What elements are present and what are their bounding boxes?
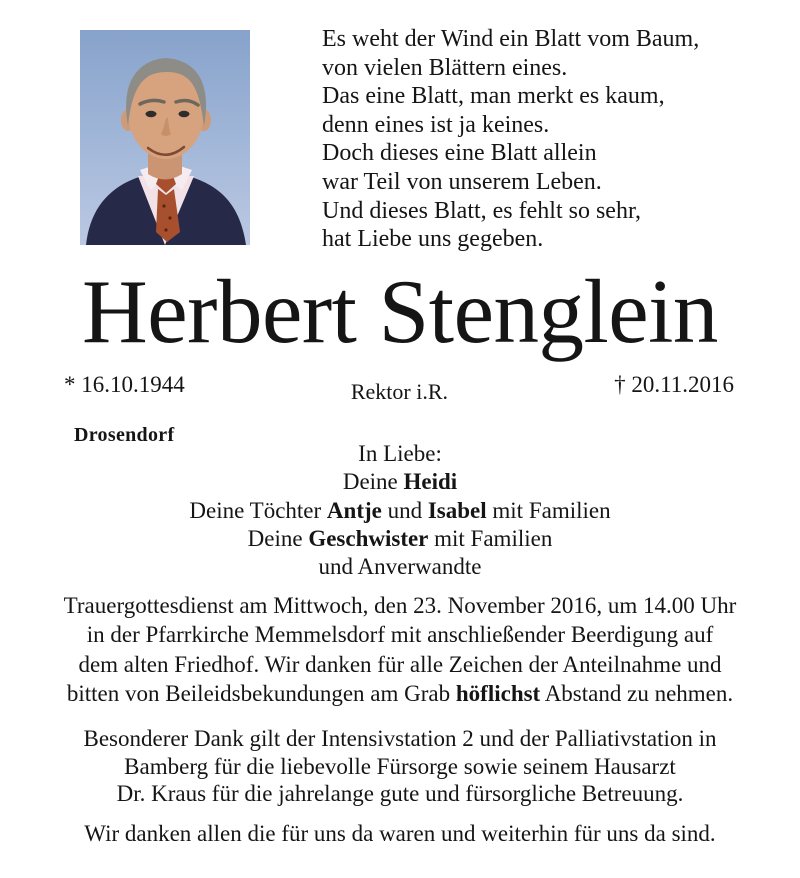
thanks-line: Dr. Kraus für die jahrelange gute und fürsorgliche Betreuung. [116, 781, 684, 806]
family-line-wife: Deine Heidi [342, 469, 458, 495]
service-line: in der Pfarrkirche Memmelsdorf mit anschließender Beerdigung auf [86, 622, 714, 648]
dates-row [64, 372, 734, 404]
poem-line: denn eines ist ja keines. [322, 111, 550, 138]
birth-date: * 16.10.1944 [64, 372, 185, 397]
portrait-photo-illustration [80, 30, 250, 245]
poem-line: war Teil von unserem Leben. [322, 168, 602, 195]
deceased-title: Rektor i.R. [350, 379, 448, 404]
poem-line: hat Liebe uns gegeben. [322, 226, 544, 253]
thanks-line: Besonderer Dank gilt der Intensivstation 2 und der Palliativstation in [83, 726, 717, 751]
thanks-paragraph [0, 725, 800, 808]
location-label: Drosendorf [74, 424, 175, 446]
thanks-line: Bamberg für die liebevolle Fürsorge sowie seinem Hausarzt [124, 753, 676, 779]
service-line: dem alten Friedhof. Wir danken für alle Zeichen der Anteilnahme und [78, 651, 722, 677]
deceased-name: Herbert Stenglein [82, 261, 718, 362]
poem-line: Das eine Blatt, man merkt es kaum, [322, 83, 665, 110]
poem-line: von vielen Blättern eines. [322, 54, 568, 81]
family-line-siblings: Deine Geschwister mit Familien [247, 525, 553, 551]
family-line-relatives: und Anverwandte [318, 554, 482, 580]
poem-line: Und dieses Blatt, es fehlt so sehr, [322, 197, 641, 224]
poem-line: Es weht der Wind ein Blatt vom Baum, [322, 26, 700, 52]
family-block [0, 440, 800, 581]
portrait-photo [80, 30, 250, 245]
funeral-announcement [0, 591, 800, 708]
death-date: † 20.11.2016 [614, 372, 734, 397]
closing-line: Wir danken allen die für uns da waren und weiterhin für uns da sind. [84, 821, 716, 846]
service-line: Trauergottesdienst am Mittwoch, den 23. November 2016, um 14.00 Uhr [63, 593, 737, 618]
family-line-daughters: Deine Töchter Antje und Isabel mit Familien [189, 497, 611, 523]
poem-line: Doch dieses eine Blatt allein [322, 140, 597, 167]
service-line: bitten von Beileidsbekundungen am Grab höflichst Abstand zu nehmen. [66, 680, 734, 706]
memorial-poem [322, 25, 699, 254]
family-heading: In Liebe: [358, 441, 442, 466]
